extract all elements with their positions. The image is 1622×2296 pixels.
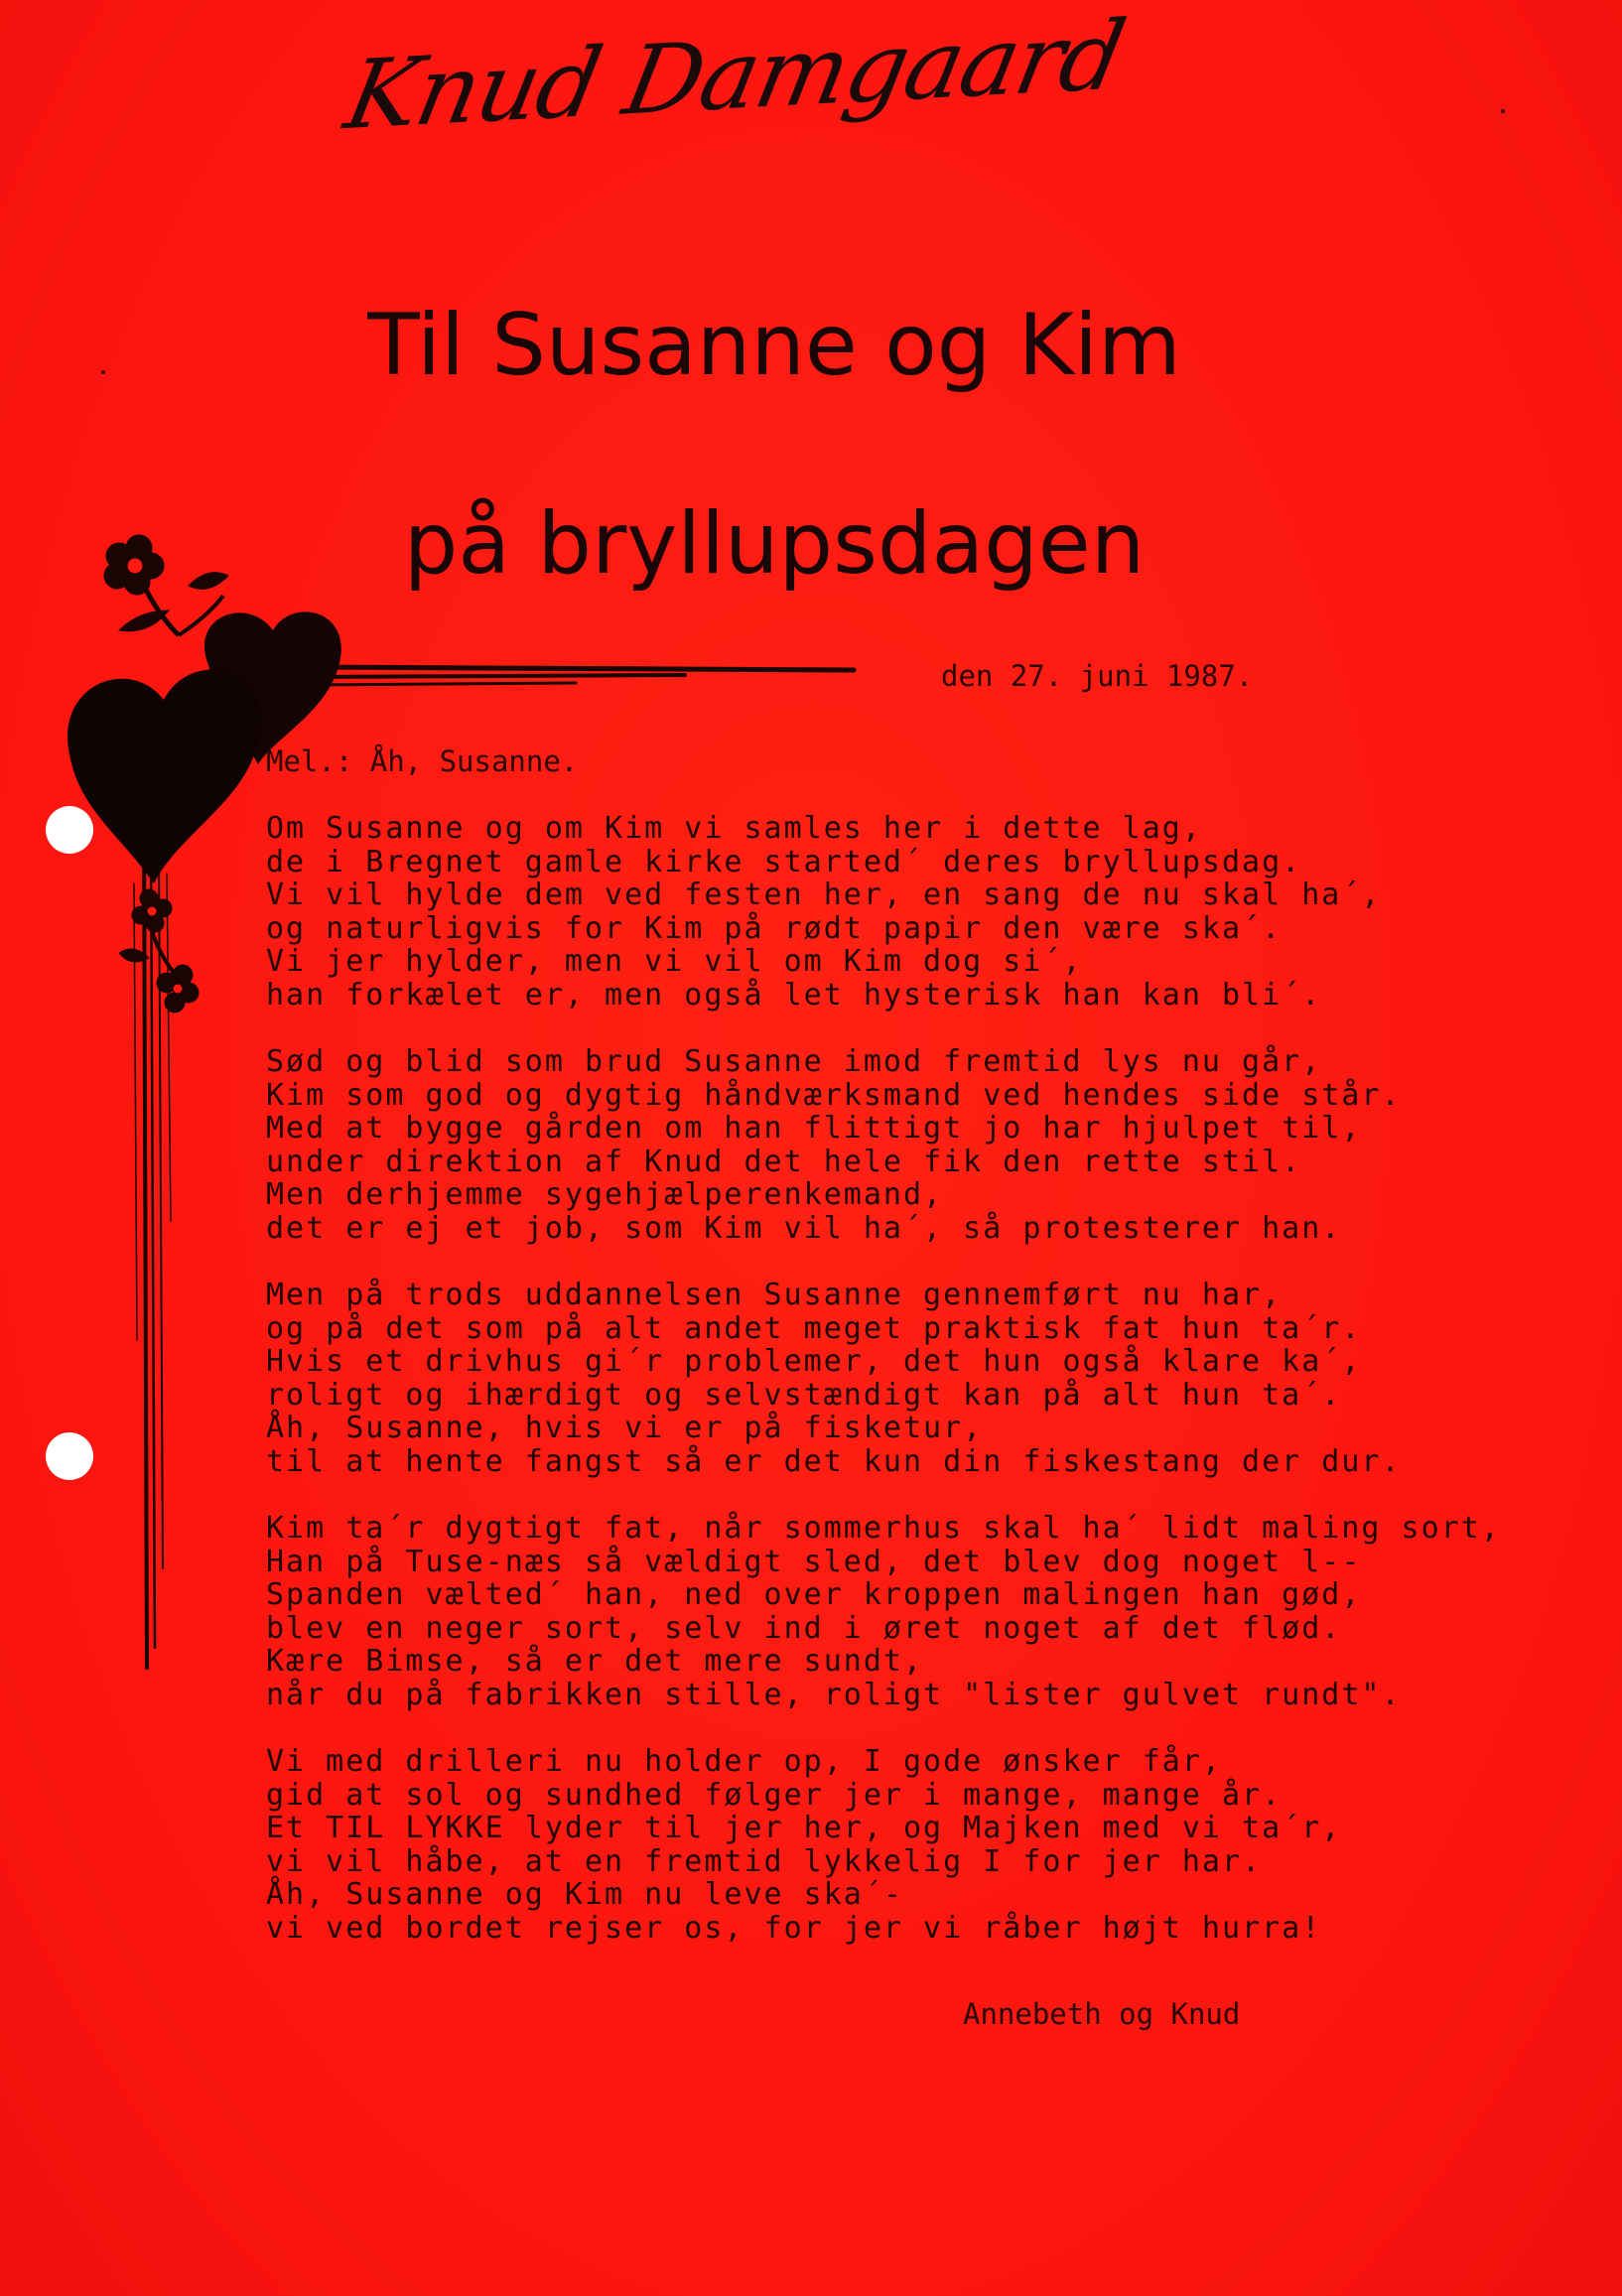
poem-line: Om Susanne og om Kim vi samles her i dette lag, (266, 811, 1202, 846)
poem (266, 812, 1586, 1978)
poem-line: gid at sol og sundhed følger jer i mange, mange år. (266, 1777, 1283, 1813)
poem-line: Kim ta´r dygtigt fat, når sommerhus skal ha´ lidt maling sort, (266, 1511, 1501, 1546)
poem-line: Med at bygge gården om han flittigt jo har hjulpet til, (266, 1111, 1362, 1146)
stanza (266, 1745, 1586, 1945)
stanza (266, 1045, 1586, 1245)
stanza (266, 812, 1586, 1012)
poem-line: det er ej et job, som Kim vil ha´, så protesterer han. (266, 1210, 1342, 1246)
poem-line: Vi vil hylde dem ved festen her, en sang de nu skal ha´, (266, 878, 1382, 912)
poem-line: Vi med drilleri nu holder op, I gode ønsker får, (266, 1744, 1222, 1779)
poem-line: han forkælet er, men også let hysterisk han kan bli´. (266, 977, 1322, 1013)
poem-line: og på det som på alt andet meget praktisk fat hun ta´r. (266, 1310, 1362, 1346)
poem-line: under direktion af Knud det hele fik den rette stil. (266, 1144, 1302, 1179)
stanza (266, 1512, 1586, 1711)
poem-line: roligt og ihærdigt og selvstændigt kan på alt hun ta´. (266, 1377, 1342, 1413)
poem-line: blev en neger sort, selv ind i øret noget af det flød. (266, 1610, 1342, 1646)
poem-line: vi ved bordet rejser os, for jer vi råber højt hurra! (266, 1910, 1322, 1946)
poem-line: vi vil håbe, at en fremtid lykkelig I for jer har. (266, 1843, 1263, 1879)
poem-line: til at hente fangst så er det kun din fiskestang der dur. (266, 1443, 1402, 1479)
poem-line: Et TIL LYKKE lyder til jer her, og Majken med vi ta´r, (266, 1811, 1342, 1845)
punch-hole (46, 1432, 93, 1480)
poem-line: og naturligvis for Kim på rødt papir den være ska´. (266, 910, 1283, 946)
handwritten-name: Knud Damgaard (337, 0, 1133, 152)
poem-line: Han på Tuse-næs så vældigt sled, det blev dog noget l-- (266, 1544, 1362, 1579)
title-line-1: Til Susanne og Kim (367, 296, 1181, 395)
title-line-2: på bryllupsdagen (403, 494, 1146, 594)
poem-line: Hvis et drivhus gi´r problemer, det hun også klare ka´, (266, 1344, 1362, 1379)
date: den 27. juni 1987. (941, 659, 1254, 693)
poem-line: Kim som god og dygtig håndværksmand ved hendes side står. (266, 1077, 1402, 1113)
flower-icon (104, 535, 228, 635)
poem-line: Kære Bimse, så er det mere sundt, (266, 1644, 924, 1679)
poem-line: Spanden vælted´ han, ned over kroppen malingen han gød, (266, 1577, 1362, 1612)
signature: Annebeth og Knud (963, 1997, 1241, 2031)
poem-line: de i Bregnet gamle kirke started´ deres bryllupsdag. (266, 844, 1302, 879)
poem-line: Men på trods uddannelsen Susanne gennemført nu har, (266, 1278, 1283, 1312)
poem-line: Åh, Susanne, hvis vi er på fisketur, (266, 1411, 984, 1445)
poem-line: når du på fabrikken stille, roligt "lister gulvet rundt". (266, 1677, 1402, 1712)
heart-icon (68, 669, 260, 883)
poem-line: Vi jer hylder, men vi vil om Kim dog si´, (266, 944, 1083, 979)
poem-line: Sød og blid som brud Susanne imod fremtid lys nu går, (266, 1044, 1322, 1079)
stanza (266, 1279, 1586, 1478)
ink-speck (101, 370, 105, 374)
ink-speck (1501, 109, 1505, 113)
horizontal-rule (303, 667, 854, 685)
melody-line: Mel.: Åh, Susanne. (266, 744, 579, 778)
punch-hole (46, 806, 93, 854)
poem-line: Men derhjemme sygehjælperenkemand, (266, 1177, 944, 1212)
poem-line: Åh, Susanne og Kim nu leve ska´- (266, 1877, 903, 1912)
